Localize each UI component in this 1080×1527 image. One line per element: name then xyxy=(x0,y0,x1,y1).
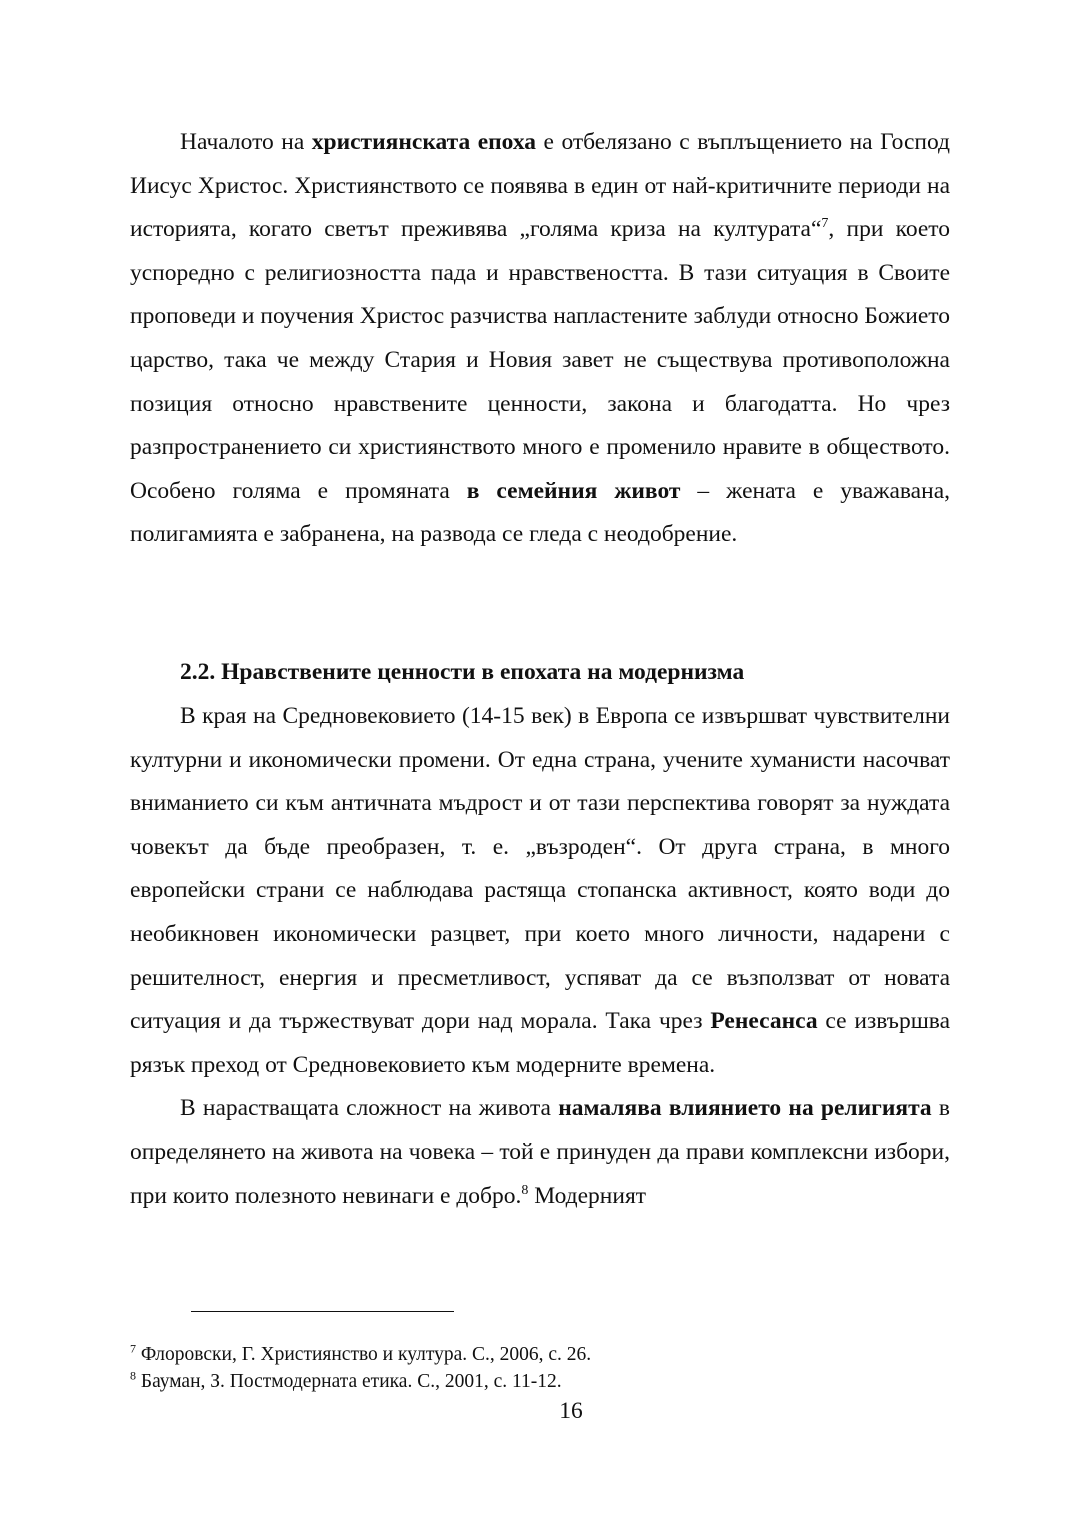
footnote-text: Бауман, З. Постмодерната етика. С., 2001, с. 11-12. xyxy=(136,1371,562,1392)
text-run: В нарастващата сложност на живота xyxy=(180,1095,559,1122)
bold-term: Ренесанса xyxy=(710,1008,818,1035)
bold-term: намалява влиянието на религията xyxy=(558,1095,932,1122)
paragraph-christian-era xyxy=(130,121,950,557)
text-run: , при което успоредно с религиозността пада и нравствеността. В тази ситуация в Своите проповеди и поучения Христос разчиства напластените заблуди относно Божието царство, така че между Стария и Новия завет не съществува противоположна позиция относно нравствените ценности, закона и благодатта. Но чрез разпространението си християнството много е променило нравите в обществото. Особено голяма е промяната xyxy=(130,216,950,504)
footnote-ref-7[interactable]: 7 xyxy=(821,216,829,232)
section-heading: 2.2. Нравствените ценности в епохата на модернизма xyxy=(180,659,745,685)
footnote-8 xyxy=(130,1368,950,1395)
footnote-text: Флоровски, Г. Християнство и култура. С., 2006, с. 26. xyxy=(136,1344,592,1365)
text-run: е отбелязано с въплъщението на Господ Иисус Христос. Християнството се появява в един от най-критичните периоди на историята, когато светът преживява „голяма криза на културата“ xyxy=(130,129,950,243)
text-run: Началото на xyxy=(180,129,312,155)
footnote-ref-8[interactable]: 8 xyxy=(521,1182,529,1198)
bold-term: християнската епоха xyxy=(311,129,537,155)
bold-term: в семейния живот xyxy=(466,477,681,504)
footnote-7 xyxy=(130,1341,950,1368)
footnotes xyxy=(130,1341,950,1395)
paragraph xyxy=(130,121,950,557)
section-2-2-body xyxy=(130,695,950,1218)
text-run: Модерният xyxy=(528,1182,647,1209)
text-run: В края на Средновековието (14-15 век) в Европа се извършват чувствителни културни и икономически промени. От една страна, учените хуманисти насочват вниманието си към античната мъдрост и от тази перспектива говорят за нуждата човекът да бъде преобразен, т. е. „възроден“. От друга страна, в много европейски страни се наблюдава растяща стопанска активност, която води до необикновен икономически разцвет, при което много личности, надарени с решителност, енергия и пресметливост, успяват да се възползват от новата ситуация и да тържествуват дори над морала. Така чрез xyxy=(130,703,950,1035)
text-run: в определянето на живота на човека – той е принуден да прави комплексни избори, при които полезното невинаги е добро. xyxy=(130,1095,950,1209)
paragraph-renaissance xyxy=(130,695,950,1087)
text-run: – жената е уважавана, полигамията е забранена, на развода се гледа с неодобрение. xyxy=(130,477,950,548)
footnote-number: 8 xyxy=(130,1368,136,1383)
paragraph-religion-influence xyxy=(130,1087,950,1218)
footnote-separator xyxy=(191,1311,454,1312)
footnote-number: 7 xyxy=(130,1341,136,1356)
page-number: 16 xyxy=(559,1398,583,1424)
text-run: се извършва рязък преход от Средновековието към модерните времена. xyxy=(130,1008,951,1078)
